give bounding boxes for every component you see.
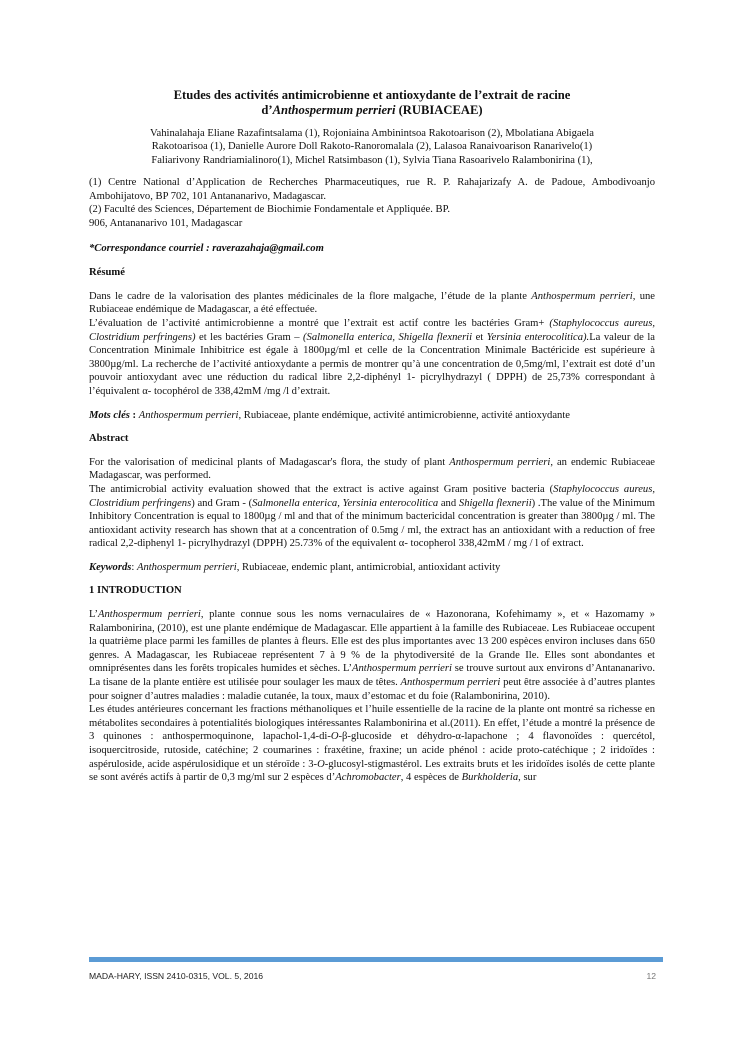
text-run: ) and Gram - ( [191, 497, 253, 509]
affiliations [89, 176, 655, 230]
paper-title [89, 88, 655, 118]
intro-paragraph-2 [89, 703, 655, 785]
intro-paragraph-1 [89, 608, 655, 703]
genus-name: Burkholderia [461, 772, 519, 784]
species-name: Anthospermum perrieri, [531, 290, 636, 302]
species-name: Anthospermum perrieri [352, 663, 452, 675]
footer-divider-bar [89, 957, 663, 962]
species-name: (Staphylococcus aureus, Clostridium perfringens) [89, 317, 655, 343]
species-name: Yersinia enterocolitica). [486, 331, 590, 343]
species-name: Anthospermum perrieri [449, 456, 551, 468]
keywords [89, 561, 655, 575]
abstract-body [89, 456, 655, 551]
species-name: Shigella flexnerii [458, 497, 532, 509]
author-list [89, 127, 655, 167]
text-run: , Rubiaceae, endemic plant, antimicrobial, antioxidant activity [236, 561, 501, 573]
page-number: 12 [646, 971, 656, 981]
introduction-heading: 1 INTRODUCTION [89, 585, 182, 597]
affiliation-1: (1) Centre National d’Application de Recherches Pharmaceutiques, rue R. P. Rahajarizafy A. de Padoue, Ambodivoanjo Ambohijatovo, BP 702, 101 Antananarivo, Madagascar. [89, 177, 655, 202]
resume-paragraph-1 [89, 290, 655, 317]
text-run: L’évaluation de l’activité antimicrobienne a montré que l’extrait est actif contre les bactéries Gram+ [89, 317, 550, 329]
title-suffix: (RUBIACEAE) [395, 103, 483, 117]
text-run: se trouve surtout aux environs d’Antananarivo. La tisane de la plante entière est utilisée pour soulager les maux de têtes. [89, 663, 656, 689]
journal-citation: MADA-HARY, ISSN 2410-0315, VOL. 5, 2016 [89, 971, 264, 981]
abstract-paragraph-2 [89, 483, 655, 551]
mots-cles-label: Mots clés [89, 409, 130, 421]
text-run: L’ [89, 609, 99, 621]
mots-cles [89, 409, 655, 423]
title-prefix: d’ [261, 103, 273, 117]
species-name: Anthospermum perrieri [136, 561, 237, 573]
author-line: Faliarivony Randriamialinoro(1), Michel Ratsimbason (1), Sylvia Tiana Rasoarivelo Ralambonirina (1), [151, 154, 593, 166]
text-run: ) .The value of the Minimum Inhibitory Concentration is equal to 1800µg / ml and that of the minimum bactericidal concentration is greater than 3800µg / ml. The antioxidant activity research has shown that at a concentration of 0.5mg / ml, the extract has an antioxidant with a reduction of free radical 2,2-diphenyl 1- picrylhydrazyl (DPPH) 25.73% of the equivalent α- tocopherol 338,42mM / mg / l of extract. [89, 497, 656, 550]
text-run: -glucosyl-stigmastérol. Les extraits bruts et les iridoïdes isolés de cette plante se sont avérés actifs à partir de 0,3 mg/ml sur 2 espèces d’ [89, 758, 655, 784]
text-run: For the valorisation of medicinal plants of Madagascar's flora, the study of plant [89, 456, 450, 468]
text-run: Rubiaceae, plante endémique, activité antimicrobienne, activité antioxydante [241, 409, 571, 421]
title-line-2 [89, 103, 655, 118]
text-run: peut être associée à d’autres plantes pour soigner d’autres maladies : maladie cutanée, la toux, maux d’estomac et du foie (Ralambonirina, 2010). [89, 677, 655, 702]
affiliation-2-cont: 906, Antananarivo 101, Madagascar [89, 218, 243, 229]
text-run: une Rubiaceae endémique de Madagascar, a été effectuée. [89, 290, 655, 316]
species-name: Staphylococcus aureus, Clostridium perfringens [89, 483, 656, 509]
text-run: -β-glucoside et déhydro-α-lapachone ; 4 flavonoïdes : quercétol, isoquercitroside, rutoside, catéchine; 2 coumarines : fraxétine, fraxine; un acide phénol : acide proto-catéchique ; 2 iridoïdes : aspéruloside, acide aspérulosidique et un stéroïde : 3- [89, 731, 655, 770]
separator: : [129, 409, 139, 421]
text-run: La valeur de la Concentration Minimale Inhibitrice est égale à 1800µg/ml et celle de la Concentration Minimale Bactéricide est supérieure à 3800µg/ml. La recherche de l’activité antioxydante a permis de montrer qu’à une concentration de 0,5mg/ml, l’extrait est doté d’un pouvoir antioxydant avec une réduction du radical libre 2,2-diphényl 1- picrylhydrazyl ( DPPH) de 25,73% correspondant à l’équivalent α- tocophérol de 338,42mM /mg /l d’extrait. [89, 331, 655, 397]
text-run: et les bactéries Gram – [195, 331, 303, 343]
title-line-1: Etudes des activités antimicrobienne et antioxydante de l’extrait de racine [173, 88, 571, 102]
text-run: The antimicrobial activity evaluation showed that the extract is active against Gram positive bacteria ( [89, 483, 554, 495]
genus-name: Achromobacter [335, 772, 401, 784]
page-content [89, 88, 655, 785]
text-run: et [472, 331, 487, 343]
keywords-label: Keywords [89, 561, 132, 573]
text-run: , plante connue sous les noms vernaculaires de « Hazonorana, Kofehimamy », et « Hazomamy » Ralambonirina, (2010), est une plante endémique de Madagascar. Elle appartient à la famille des Rubiaceae. Les Rubiaceae occupent la quatrième place parmi les familles de plantes à fleurs. Elle est des plus importantes avec 13 200 espèces environ incluses dans 650 genres. A Madagascar, les Rubiaceae représentent 7 à 9 % de la phytodiversité de la Grande Ile. Elles sont abondantes et omniprésentes dans les forêts tropicales humides et sèches. L’ [89, 609, 655, 675]
species-name: Anthospermum perrieri [400, 677, 501, 689]
correspondence-email: *Correspondance courriel : raverazahaja@gmail.com [89, 242, 324, 254]
italic-letter: O [330, 731, 339, 743]
separator: : [131, 561, 137, 573]
abstract-heading: Abstract [89, 433, 129, 445]
text-run: Dans le cadre de la valorisation des plantes médicinales de la flore malgache, l’étude de la plante [89, 290, 532, 302]
species-name: Anthospermum perrieri, [138, 409, 242, 421]
text-run: , 4 espèces de [400, 772, 462, 784]
text-run: , an endemic Rubiaceae Madagascar, was performed. [89, 456, 655, 482]
resume-paragraph-2 [89, 317, 655, 399]
species-name: Anthospermum perrieri [98, 609, 201, 621]
title-species: Anthospermum perrieri [272, 103, 396, 117]
resume-heading: Résumé [89, 267, 125, 279]
affiliation-2: (2) Faculté des Sciences, Département de Biochimie Fondamentale et Appliquée. BP. [89, 204, 450, 216]
text-run: Les études antérieures concernant les fractions méthanoliques et l’huile essentielle de la racine de la plante ont montré sa richesse en métabolites secondaires à potentialités biologiques intéressantes Ralambonirina et al.(2011). En effet, l’étude a montré la présence de 3 quinones : anthospermoquinone, lapachol-1,4-di- [89, 704, 655, 743]
species-name: (Salmonella enterica, Shigella flexnerii [303, 331, 473, 343]
text-run: and [438, 497, 459, 509]
author-line: Rakotoarisoa (1), Danielle Aurore Doll Rakoto-Ranoromalala (2), Lalasoa Ranaivoarison Ranarivelo(1) [151, 141, 593, 153]
author-line: Vahinalahaja Eliane Razafintsalama (1), Rojoniaina Ambinintsoa Rakotoarison (2), Mbolatiana Abigaela [150, 128, 594, 139]
italic-letter: O [317, 758, 325, 770]
text-run: , sur [518, 772, 537, 784]
resume-body [89, 290, 655, 399]
introduction-body [89, 608, 655, 785]
abstract-paragraph-1 [89, 456, 655, 483]
species-name: Salmonella enterica, Yersinia enterocolitica [252, 497, 439, 509]
